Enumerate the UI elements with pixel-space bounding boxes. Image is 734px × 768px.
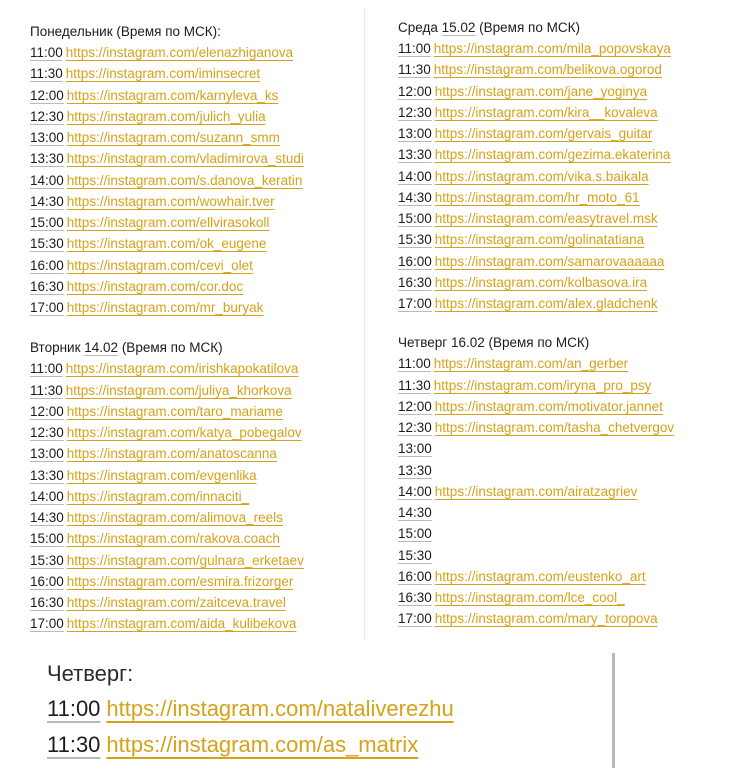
instagram-link[interactable]: https://instagram.com/mr_buryak: [66, 300, 264, 315]
schedule-row: [30, 127, 360, 148]
tuesday-header-prefix: Вторник: [30, 340, 85, 356]
schedule-row: [30, 170, 360, 191]
instagram-link[interactable]: https://instagram.com/ellvirasokoll: [66, 215, 270, 230]
schedule-row: [30, 380, 360, 401]
time-slot: 16:00: [398, 568, 432, 584]
monday-header: Понедельник (Время по МСК):: [30, 24, 221, 39]
instagram-link[interactable]: https://instagram.com/zaitceva.travel: [66, 595, 286, 610]
instagram-link[interactable]: https://instagram.com/alex.gladchenk: [434, 296, 658, 311]
instagram-link[interactable]: https://instagram.com/hr_moto_61: [434, 189, 640, 205]
instagram-link[interactable]: https://instagram.com/wowhair.tver: [66, 193, 275, 209]
schedule-row: [47, 727, 454, 763]
time-slot: 14:30: [398, 189, 432, 205]
schedule-row: [398, 545, 728, 566]
time-slot: 11:00: [30, 45, 63, 60]
instagram-link[interactable]: https://instagram.com/s.danova_keratin: [66, 172, 303, 188]
scrollbar[interactable]: [612, 653, 615, 768]
right-column: [398, 17, 728, 630]
instagram-link[interactable]: https://instagram.com/evgenlika: [66, 467, 257, 483]
instagram-link[interactable]: https://instagram.com/golinatatiana: [434, 232, 645, 248]
thursday-header: [398, 332, 728, 353]
time-slot: 13:30: [398, 462, 432, 478]
instagram-link[interactable]: https://instagram.com/gezima.ekaterina: [434, 147, 671, 163]
time-slot: 15:30: [30, 236, 64, 252]
schedule-row: [30, 550, 360, 571]
instagram-link[interactable]: https://instagram.com/belikova.ogorod: [433, 62, 662, 78]
instagram-link[interactable]: https://instagram.com/innaciti_: [66, 488, 250, 504]
instagram-link[interactable]: https://instagram.com/vladimirova_studi: [66, 151, 304, 167]
time-slot: 11:00: [398, 356, 431, 372]
thursday-zoomed-section: [47, 657, 454, 763]
thursday-header-suffix: (Время по МСК): [484, 335, 590, 351]
schedule-row: [30, 528, 360, 549]
time-slot: 17:00: [30, 300, 64, 315]
instagram-link[interactable]: https://instagram.com/lce_cool_: [434, 590, 625, 605]
instagram-link[interactable]: https://instagram.com/aida_kulibekova: [66, 616, 297, 632]
schedule-row: [30, 422, 360, 443]
wednesday-header-prefix: Среда: [398, 20, 442, 35]
thursday-zoom-header: Четверг:: [47, 661, 134, 686]
instagram-link[interactable]: https://instagram.com/mary_toropova: [434, 611, 658, 627]
instagram-link[interactable]: https://instagram.com/easytravel.msk: [434, 211, 658, 226]
instagram-link[interactable]: https://instagram.com/anatoscanna: [66, 446, 277, 462]
instagram-link[interactable]: https://instagram.com/rakova.coach: [66, 531, 280, 547]
instagram-link[interactable]: https://instagram.com/gervais_guitar: [434, 126, 653, 141]
schedule-row: [30, 233, 360, 254]
schedule-row: [398, 587, 728, 608]
schedule-row: [30, 592, 360, 613]
schedule-row: [30, 297, 360, 318]
instagram-link[interactable]: https://instagram.com/esmira.frizorger: [66, 573, 294, 589]
time-slot: 11:00: [398, 41, 431, 56]
wednesday-header-suffix: (Время по МСК): [475, 20, 580, 35]
schedule-row: [47, 691, 454, 727]
time-slot: 13:30: [30, 151, 64, 167]
schedule-row: [398, 38, 728, 59]
instagram-link[interactable]: https://instagram.com/tasha_chetvergov: [434, 420, 675, 435]
instagram-link[interactable]: https://instagram.com/julich_yulia: [66, 108, 266, 124]
schedule-row: [398, 502, 728, 523]
time-slot: 15:00: [30, 531, 64, 547]
instagram-link[interactable]: https://instagram.com/iryna_pro_psy: [433, 377, 652, 393]
time-slot: 15:00: [30, 215, 64, 230]
schedule-row: [30, 571, 360, 592]
instagram-link[interactable]: https://instagram.com/kira__kovaleva: [434, 104, 658, 120]
time-slot: 16:00: [398, 253, 432, 269]
time-slot: 12:00: [30, 403, 64, 419]
schedule-row: [398, 208, 728, 229]
left-column: [30, 21, 360, 635]
time-slot: 14:00: [30, 488, 64, 504]
instagram-link[interactable]: https://instagram.com/karnyleva_ks: [66, 87, 279, 103]
instagram-link[interactable]: https://instagram.com/cor.doc: [66, 278, 244, 294]
instagram-link[interactable]: https://instagram.com/gulnara_erketaev: [66, 552, 304, 568]
time-slot: 17:00: [30, 616, 64, 632]
schedule-row: [30, 106, 360, 127]
time-slot: 12:30: [398, 420, 432, 435]
time-slot: 15:30: [398, 232, 432, 248]
instagram-link[interactable]: https://instagram.com/an_gerber: [433, 356, 629, 372]
schedule-row: [398, 396, 728, 417]
time-slot: 15:00: [398, 526, 432, 542]
schedule-row: [30, 507, 360, 528]
time-slot: 12:00: [30, 87, 64, 103]
time-slot: 15:00: [398, 211, 432, 226]
wednesday-header: [398, 17, 728, 38]
schedule-row: [398, 438, 728, 459]
column-divider: [364, 8, 365, 640]
instagram-link[interactable]: https://instagram.com/nataliverezhu: [106, 696, 454, 721]
time-slot: 13:30: [398, 147, 432, 163]
time-slot: 16:30: [398, 274, 432, 290]
instagram-link[interactable]: https://instagram.com/taro_mariame: [66, 403, 283, 419]
time-slot: 17:00: [398, 611, 432, 627]
instagram-link[interactable]: https://instagram.com/alimova_reels: [66, 510, 283, 525]
schedule-row: [398, 144, 728, 165]
instagram-link[interactable]: https://instagram.com/katya_pobegalov: [66, 425, 302, 440]
schedule-row: [30, 85, 360, 106]
time-slot: 11:00: [30, 361, 63, 377]
time-slot: 13:00: [30, 446, 64, 462]
time-slot: 14:00: [30, 172, 64, 188]
schedule-row: [30, 613, 360, 634]
schedule-row: [398, 523, 728, 544]
schedule-row: [30, 63, 360, 84]
schedule-row: [398, 166, 728, 187]
schedule-row: [398, 81, 728, 102]
schedule-row: [398, 460, 728, 481]
instagram-link[interactable]: https://instagram.com/motivator.jannet: [434, 398, 663, 414]
time-slot: 16:30: [398, 590, 432, 605]
instagram-link[interactable]: https://instagram.com/as_matrix: [106, 732, 419, 757]
schedule-row: [398, 375, 728, 396]
tuesday-header: [30, 337, 360, 358]
instagram-link[interactable]: https://instagram.com/iminsecret: [65, 66, 261, 82]
schedule-row: [398, 272, 728, 293]
time-slot: 12:30: [398, 104, 432, 120]
instagram-link[interactable]: https://instagram.com/mila_popovskaya: [433, 41, 671, 56]
schedule-row: [30, 212, 360, 233]
schedule-row: [30, 42, 360, 63]
time-slot: 13:00: [398, 126, 432, 141]
schedule-row: [398, 251, 728, 272]
time-slot: 17:00: [398, 296, 432, 311]
schedule-row: [30, 465, 360, 486]
tuesday-header-date: 14.02: [84, 340, 119, 356]
instagram-link[interactable]: https://instagram.com/kolbasova.ira: [434, 274, 648, 290]
instagram-link[interactable]: https://instagram.com/cevi_olet: [66, 257, 253, 273]
schedule-row: [398, 229, 728, 250]
time-slot: 13:30: [30, 467, 64, 483]
schedule-row: [398, 566, 728, 587]
instagram-link[interactable]: https://instagram.com/juliya_khorkova: [65, 382, 292, 398]
instagram-link[interactable]: https://instagram.com/suzann_smm: [66, 130, 280, 145]
instagram-link[interactable]: https://instagram.com/elenazhiganova: [65, 45, 294, 60]
instagram-link[interactable]: https://instagram.com/vika.s.baikala: [434, 168, 649, 184]
schedule-row: [398, 353, 728, 374]
instagram-link[interactable]: https://instagram.com/jane_yoginya: [434, 83, 648, 99]
schedule-row: [398, 187, 728, 208]
thursday-header-date: 16.02: [450, 335, 485, 351]
schedule-row: [30, 358, 360, 379]
time-slot: 13:00: [398, 441, 432, 457]
time-slot: 13:00: [30, 130, 64, 145]
time-slot: 14:30: [30, 193, 64, 209]
time-slot: 11:00: [47, 696, 101, 721]
tuesday-header-suffix: (Время по МСК): [118, 340, 223, 356]
time-slot: 12:00: [398, 83, 432, 99]
time-slot: 15:30: [30, 552, 64, 568]
thursday-zoom-schedule: [47, 691, 454, 763]
schedule-row: [30, 401, 360, 422]
instagram-link[interactable]: https://instagram.com/ok_eugene: [66, 236, 267, 252]
tuesday-schedule: [30, 358, 360, 634]
wednesday-header-date: 15.02: [441, 20, 476, 35]
time-slot: 12:00: [398, 398, 432, 414]
schedule-row: [30, 191, 360, 212]
schedule-row: [30, 276, 360, 297]
schedule-row: [398, 123, 728, 144]
schedule-row: [398, 293, 728, 314]
schedule-row: [398, 102, 728, 123]
instagram-link[interactable]: https://instagram.com/irishkapokatilova: [65, 361, 299, 377]
time-slot: 11:30: [47, 732, 101, 757]
time-slot: 11:30: [30, 382, 63, 398]
time-slot: 12:30: [30, 108, 64, 124]
time-slot: 16:30: [30, 278, 64, 294]
time-slot: 14:00: [398, 483, 432, 499]
time-slot: 11:30: [30, 66, 63, 82]
instagram-link[interactable]: https://instagram.com/airatzagriev: [434, 483, 638, 499]
schedule-row: [398, 59, 728, 80]
instagram-link[interactable]: https://instagram.com/samarovaaaaaa: [434, 253, 665, 269]
time-slot: 16:30: [30, 595, 64, 610]
time-slot: 15:30: [398, 547, 432, 563]
time-slot: 14:00: [398, 168, 432, 184]
schedule-row: [30, 148, 360, 169]
time-slot: 14:30: [30, 510, 64, 525]
schedule-row: [398, 608, 728, 629]
schedule-row: [398, 481, 728, 502]
time-slot: 16:00: [30, 573, 64, 589]
schedule-row: [30, 486, 360, 507]
time-slot: 16:00: [30, 257, 64, 273]
time-slot: 12:30: [30, 425, 64, 440]
monday-schedule: [30, 42, 360, 318]
time-slot: 14:30: [398, 505, 432, 520]
time-slot: 11:30: [398, 377, 431, 393]
instagram-link[interactable]: https://instagram.com/eustenko_art: [434, 568, 646, 584]
schedule-row: [30, 255, 360, 276]
thursday-header-prefix: Четверг: [398, 335, 451, 351]
wednesday-schedule: [398, 38, 728, 314]
schedule-row: [398, 417, 728, 438]
time-slot: 11:30: [398, 62, 431, 78]
thursday-schedule: [398, 353, 728, 629]
schedule-row: [30, 443, 360, 464]
